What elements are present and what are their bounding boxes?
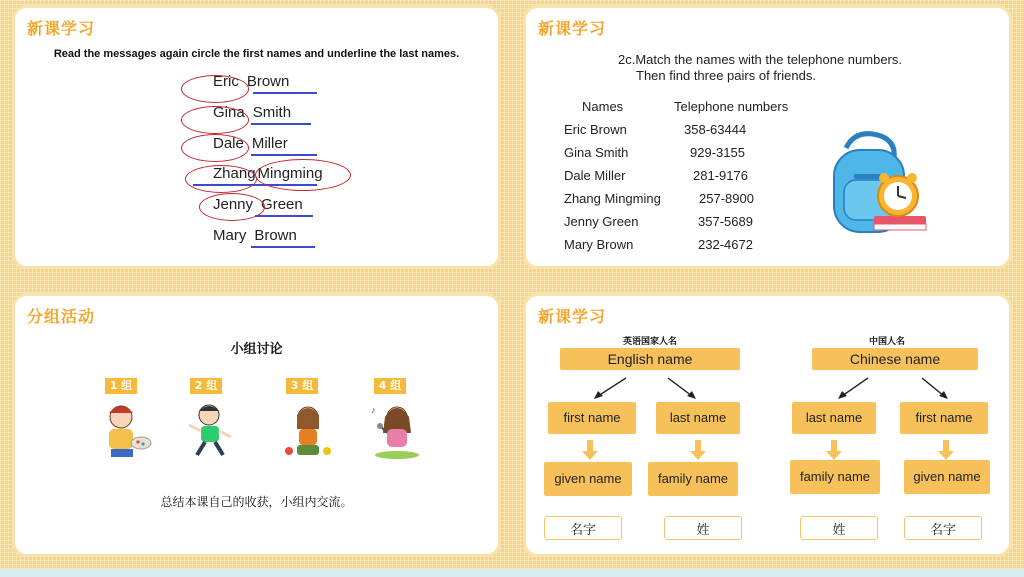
underline-mark: [253, 92, 317, 94]
down-arrow-icon: [938, 440, 954, 460]
child-sitting-illustration: [277, 399, 339, 461]
col-header-names: Names: [582, 99, 624, 114]
contact-name: Mary Brown: [564, 237, 634, 252]
first-name: Eric: [213, 73, 239, 90]
chinese-term-box: 名字: [544, 516, 622, 540]
first-name: Gina: [213, 104, 245, 121]
contact-name: Gina Smith: [564, 145, 629, 160]
svg-text:♪: ♪: [371, 405, 376, 415]
circle-mark: [181, 106, 249, 134]
chinese-term-box: 姓: [800, 516, 878, 540]
underline-mark: [255, 215, 313, 217]
instruction-line-1: 2c.Match the names with the telephone numbers.: [618, 52, 902, 67]
circle-mark: [255, 159, 351, 191]
arrows-icon: [586, 376, 706, 402]
contact-tel: 357-5689: [698, 214, 753, 229]
group-tag: 2 组: [190, 378, 222, 394]
name-row: [213, 227, 297, 244]
last-name: Brown: [254, 227, 297, 244]
english-name-header: 英语国家人名: [622, 337, 677, 347]
english-name-box: English name: [560, 348, 740, 370]
summary-instruction: 总结本课自己的收获，小组内交流。: [160, 495, 353, 509]
chinese-term-box: 名字: [904, 516, 982, 540]
group-tag: 1 组: [105, 378, 137, 394]
child-singing-illustration: [365, 399, 427, 461]
last-name-box: last name: [792, 402, 876, 434]
underline-mark: [251, 154, 317, 156]
backpack-clock-illustration: [826, 128, 936, 243]
last-name-box: last name: [656, 402, 740, 434]
chinese-name-header: 中国人名: [868, 337, 905, 347]
first-name: Mary: [213, 227, 247, 244]
bottom-strip: [0, 569, 1024, 577]
contact-tel: 257-8900: [699, 191, 754, 206]
slide-title: 新课学习: [27, 19, 96, 38]
circle-mark: [181, 134, 249, 162]
circle-mark: [185, 165, 257, 193]
last-name: Mingming: [257, 165, 323, 182]
chinese-term-box: 姓: [664, 516, 742, 540]
contact-tel: 232-4672: [698, 237, 753, 252]
given-name-box: given name: [904, 460, 990, 494]
contact-name: Eric Brown: [564, 122, 627, 137]
last-name: Miller: [251, 135, 288, 152]
last-name: Brown: [246, 73, 290, 90]
child-painting-illustration: [93, 399, 155, 461]
slide-title: 分组活动: [27, 307, 96, 326]
activity-subtitle: 小组讨论: [230, 342, 283, 357]
col-header-tel: Telephone numbers: [674, 99, 789, 114]
slide-circle-names: [15, 8, 498, 266]
slide-telephone-match: [526, 8, 1009, 266]
first-name-box: first name: [900, 402, 988, 434]
slide-title: 新课学习: [538, 307, 607, 326]
contact-name: Zhang Mingming: [564, 191, 661, 206]
chinese-name-box: Chinese name: [812, 348, 978, 370]
arrows-icon: [826, 376, 956, 402]
instruction-line-2: Then find three pairs of friends.: [636, 68, 816, 83]
slide-title: 新课学习: [538, 19, 607, 38]
group-tag: 3 组: [286, 378, 318, 394]
contact-tel: 358-63444: [684, 122, 747, 137]
contact-name: Dale Miller: [564, 168, 626, 183]
child-running-illustration: [179, 399, 241, 461]
contact-tel: 929-3155: [690, 145, 745, 160]
slide-group-activity: [15, 296, 498, 554]
circle-mark: [199, 193, 265, 221]
slide-name-structure: [526, 296, 1009, 554]
last-name: Smith: [252, 104, 292, 121]
down-arrow-icon: [582, 440, 598, 460]
last-name: Green: [261, 196, 303, 213]
given-name-box: given name: [544, 462, 632, 496]
group-tag: 4 组: [374, 378, 406, 394]
first-name: Jenny: [213, 196, 254, 213]
family-name-box: family name: [648, 462, 738, 496]
family-name-box: family name: [790, 460, 880, 494]
first-name: Dale: [213, 135, 244, 152]
first-name-box: first name: [548, 402, 636, 434]
first-name: Zhang: [213, 165, 256, 182]
underline-mark: [251, 123, 311, 125]
circle-mark: [181, 75, 249, 103]
contact-name: Jenny Green: [564, 214, 639, 229]
down-arrow-icon: [690, 440, 706, 460]
down-arrow-icon: [826, 440, 842, 460]
instruction-text: Read the messages again circle the first names and underline the last names.: [53, 48, 460, 60]
contact-tel: 281-9176: [693, 168, 748, 183]
underline-mark: [251, 246, 315, 248]
